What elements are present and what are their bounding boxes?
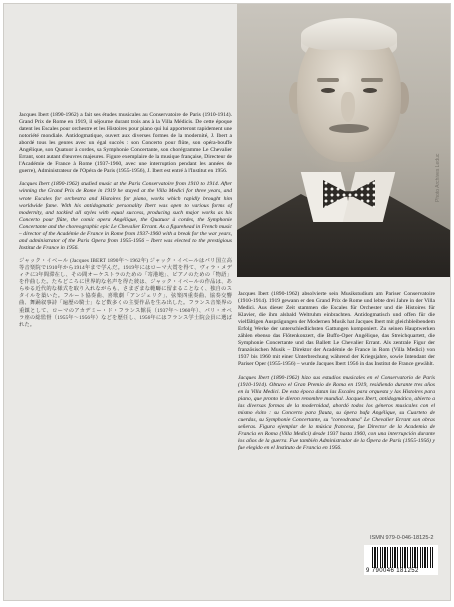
ismn-number: ISMN 979-0-046-18125-2: [370, 535, 434, 541]
bio-spanish: Jacques Ibert (1890-1962) hizo sus estudios musicales en el Conservatorio de París (1910-1914). Obtuvo el Gran Premio de Roma en 1919, residiendo durante tres años en la Villa Medici. De esta época datan las Escales para orquesta y las Histoires para piano, que pronto le dieron renombre mundial. Jacques Ibert, antidogmático, abierto a las diversas formas de la modernidad, abordó todos los géneros musicales con el mismo éxito : su Concerto para flauta, su ópera bufa Angélique, su Cuarteto de cuerdas, su Symphonie Concertante, su "coreodrama" Le Chevalier Errant son obras señeras. Figura ejemplar de la música francesa, fue Director de la Academia de Francia en Roma (Villa Medici) desde 1937 hasta 1960, con una interrupción durante los años de la guerra. Fue también Administrador de la Ópera de París (1955-1956) y fue elegido en el Instituto de Francia en 1956.: [238, 374, 435, 451]
bio-english: Jacques Ibert (1890-1962) studied music at the Paris Conservatoire from 1910 to 1914. After winning the Grand Prix de Rome in 1919 he stayed at the Villa Medici for three years, and wrote Escales for orchestra and Histoires for piano, works which rapidly brought him worldwide fame. With his antidogmatic personality Ibert was open to various forms of modernity, and tackled all styles with equal success, producing such major works as his Concerto pour flûte, the comic opera Angélique, the Quatuor à cordes, the Symphonie Concertante and the choreographic epic Le Chevalier Errant. As a figurehead in French music – director of the Académie de France in Rome from 1937-1960 with a break for the war years, and administrator of the Paris Opera from 1955-1956 – Ibert was elected to the prestigious Institut de France in 1956.: [19, 181, 232, 251]
barcode: [364, 545, 438, 575]
bio-german: Jacques Ibert (1890-1962) absolvierte sein Musikstudium am Pariser Conservatoire (1910-1914). 1919 gewann er den Grand Prix de Rome und lebte drei Jahre in der Villa Medici. Aus dieser Zeit stammen die Escales für Orchester und die Histoires für Klavier, die ihm alsbald Weltruhm einbrachten. Antidogmatisch und offen für die vielfältigen Ausprägungen der Modernen Musik hat Jacques Ibert mit gleichbleibendem Erfolg Werke der unterschiedlichsten Gattungen komponiert. Zu seinen Hauptwerken zählen ebenso das Flötenkonzert, die Buffo-Oper Angélique, das Streichquartett, die Symphonie Concertante und das Ballett Le Chevalier Errant. Als zentrale Figur der französischen Musik – Direktor der Académie de France in Rom (Villa Medici) von 1937 bis 1960 mit einer Unterbrechung während der Kriegsjahre, sowie Intendant der Pariser Oper (1955-1956) – wurde Jacques Ibert 1956 in das Institut de France gewählt.: [238, 291, 435, 368]
bio-french: Jacques Ibert (1890-1962) a fait ses études musicales au Conservatoire de Paris (1910-1914). Grand Prix de Rome en 1919, il séjourne durant trois ans à la Villa Médicis. De cette époque datent les Escales pour orchestre et les Histoires pour piano qui lui apporteront rapidement une notoriété mondiale. Antidogmatique, ouvert aux diverses formes de la modernité, J. Ibert a abordé tous les genres avec un égal succès : son Concerto pour flûte, son opéra-bouffe Angélique, son Quatuor à cordes, sa Symphonie Concertante, son chorégramme Le Chevalier Errant, sont autant d'œuvres majeures. Figure exemplaire de la musique française, Directeur de l'Académie de France à Rome (1937-1960, avec une interruption pendant les années de guerre), Administrateur de l'Opéra de Paris (1955-1956), J. Ibert est entré à l'Institut en 1956.: [19, 112, 232, 175]
barcode-digits: 9 790046 181252: [366, 568, 419, 574]
bio-japanese: ジャック・イベール (Jacques IBERT 1890年～1962年) ジャック・イベールはパリ国立高等音楽院で1910年から1914年まで学んだ。1919年にはローマ大賞を得て、ヴィラ・メディチに3年間滞在し、その間オーケストラのための「寄港地」、ピアノのための「物語」を作曲した。たちどころに世界的な名声を得た彼は、ジャック・イベールの作品は、あらゆる近代的な様式を取り入れながらも、さまざまな範疇に留まることなく、独自のスタイルを築いた。フルート協奏曲、喜歌劇「アンジェリク」、弦楽四重奏曲、協奏交響曲、舞踊叙事詩「遍歴の騎士」など数多くの主要作品を生み出した。フランス音楽界の重鎮として、ローマのアカデミー・ド・フランス館長（1937年～1960年）、パリ・オペラ座の総監督（1955年～1956年）などを歴任し、1956年にはフランス学士院会員に選ばれた。: [19, 257, 232, 328]
barcode-bars: [372, 547, 434, 568]
back-cover-page: [3, 3, 451, 601]
right-text-column: [238, 291, 435, 458]
photo-credit: Photo Archives Leduc: [435, 153, 441, 202]
portrait-photo: [237, 4, 450, 277]
left-text-column: [19, 112, 232, 335]
